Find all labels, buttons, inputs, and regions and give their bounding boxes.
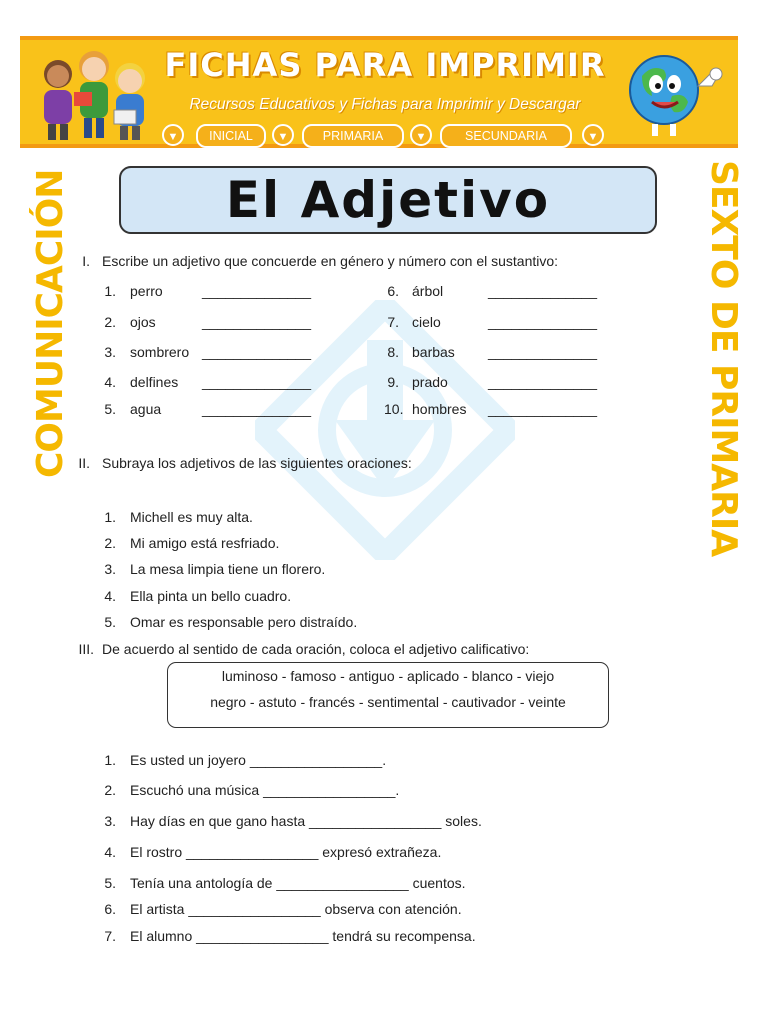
sentence: Hay días en que gano hasta _________________ soles. [130,813,482,829]
arrow-down-icon: ▼ [272,124,294,146]
section-2-number: II. [78,455,90,471]
sentence: Es usted un joyero _________________. [130,752,387,768]
list-item-number: 5. [104,875,116,891]
list-item-number: 8. [387,344,399,360]
list-item-number: 7. [104,928,116,944]
noun-word: árbol [412,283,444,299]
list-item-number: 3. [104,813,116,829]
nav-primaria[interactable]: PRIMARIA [302,124,404,148]
children-illustration [30,40,158,144]
section-2-instruction: Subraya los adjetivos de las siguientes oraciones: [102,455,412,471]
sentence: Ella pinta un bello cuadro. [130,588,292,604]
sentence: El alumno _________________ tendrá su recompensa. [130,928,476,944]
nav-secundaria[interactable]: SECUNDARIA [440,124,572,148]
word-bank-line: luminoso - famoso - antiguo - aplicado - blanco - viejo [221,668,555,684]
list-item-number: 5. [104,614,116,630]
list-item-number: 4. [104,588,116,604]
sentence: Tenía una antología de _________________ cuentos. [130,875,466,891]
page-title: El Adjetivo [225,171,551,229]
arrow-down-icon: ▼ [582,124,604,146]
list-item-number: 4. [104,374,116,390]
noun-word: agua [130,401,162,417]
site-subtitle: Recursos Educativos y Fichas para Imprimir y Descargar [189,96,581,113]
sentence: Michell es muy alta. [130,509,253,525]
list-item-number: 1. [104,752,116,768]
answer-blank: ______________ [488,374,598,390]
globe-mascot-icon [620,46,730,142]
section-1-number: I. [82,253,90,269]
list-item-number: 3. [104,561,116,577]
answer-blank: ______________ [488,283,598,299]
answer-blank: ______________ [202,344,312,360]
section-3-number: III. [78,641,94,657]
noun-word: barbas [412,344,455,360]
sentence: Omar es responsable pero distraído. [130,614,358,630]
section-3-instruction: De acuerdo al sentido de cada oración, coloca el adjetivo calificativo: [102,641,530,657]
noun-word: hombres [412,401,467,417]
list-item-number: 10. [384,401,404,417]
answer-blank: ______________ [202,283,312,299]
arrow-down-icon: ▼ [410,124,432,146]
sentence: Escuchó una música _________________. [130,782,400,798]
list-item-number: 4. [104,844,116,860]
noun-word: cielo [412,314,441,330]
list-item-number: 2. [104,314,116,330]
noun-word: ojos [130,314,156,330]
list-item-number: 7. [387,314,399,330]
noun-word: prado [412,374,448,390]
list-item-number: 5. [104,401,116,417]
sentence: La mesa limpia tiene un florero. [130,561,326,577]
list-item-number: 2. [104,782,116,798]
list-item-number: 6. [387,283,399,299]
noun-word: sombrero [130,344,190,360]
noun-word: perro [130,283,163,299]
sentence: El artista _________________ observa con atención. [130,901,462,917]
answer-blank: ______________ [488,401,598,417]
site-title: FICHAS PARA IMPRIMIR [164,46,606,84]
answer-blank: ______________ [202,374,312,390]
list-item-number: 1. [104,283,116,299]
answer-blank: ______________ [202,401,312,417]
answer-blank: ______________ [202,314,312,330]
word-bank-line: negro - astuto - francés - sentimental - cautivador - veinte [210,694,566,710]
noun-word: delfines [130,374,179,390]
section-1-instruction: Escribe un adjetivo que concuerde en género y número con el sustantivo: [102,253,559,269]
list-item-number: 9. [387,374,399,390]
list-item-number: 2. [104,535,116,551]
subject-label: COMUNICACIÓN [30,169,71,478]
watermark-logo [255,300,515,560]
nav-inicial[interactable]: INICIAL [196,124,266,148]
answer-blank: ______________ [488,314,598,330]
list-item-number: 6. [104,901,116,917]
sentence: Mi amigo está resfriado. [130,535,280,551]
answer-blank: ______________ [488,344,598,360]
grade-label: SEXTO DE PRIMARIA [703,160,744,557]
list-item-number: 3. [104,344,116,360]
sentence: El rostro _________________ expresó extrañeza. [130,844,442,860]
arrow-down-icon: ▼ [162,124,184,146]
list-item-number: 1. [104,509,116,525]
